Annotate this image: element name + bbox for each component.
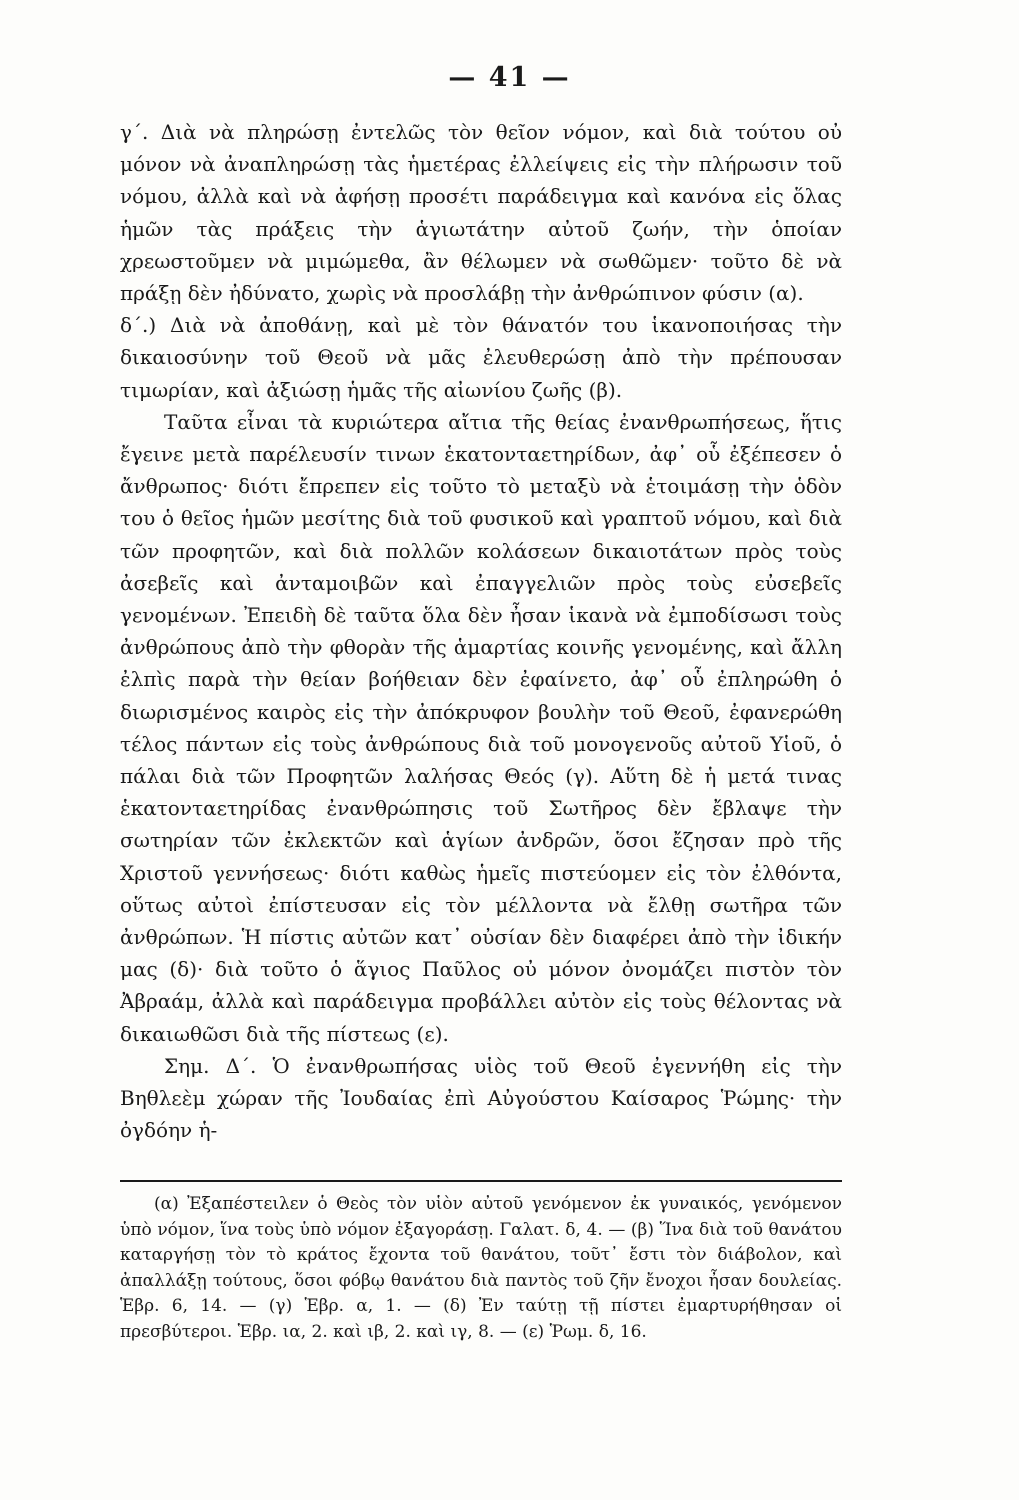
footnote-divider bbox=[120, 1180, 842, 1182]
paragraph-note-delta: Σημ. Δ΄. Ὁ ἐνανθρωπήσας υἱὸς τοῦ Θεοῦ ἐγεννήθη εἰς τὴν Βηθλεὲμ χώραν τῆς Ἰουδαίας ἐπὶ Αὐγούστου Καίσαρος Ῥώμης· τὴν ὀγδόην ἡ- bbox=[120, 1053, 842, 1143]
footnotes bbox=[120, 1192, 842, 1346]
page-number: — 41 — bbox=[448, 62, 571, 93]
footnote-text: (α) Ἐξαπέστειλεν ὁ Θεὸς τὸν υἱὸν αὐτοῦ γενόμενον ἐκ γυναικός, γενόμενον ὑπὸ νόμον, ἵνα τοὺς ὑπὸ νόμον ἐξαγοράσῃ. Γαλατ. δ, 4. — (β) Ἵνα διὰ τοῦ θανάτου καταργήσῃ τὸν τὸ κράτος ἔχοντα τοῦ θανάτου, τοῦτ᾽ ἔστι τὸν διάβολον, καὶ ἀπαλλάξῃ τούτους, ὅσοι φόβῳ θανάτου διὰ παντὸς τοῦ ζῆν ἔνοχοι ἦσαν δουλείας. Ἑβρ. 6, 14. — (γ) Ἑβρ. α, 1. — (δ) Ἐν ταύτῃ τῇ πίστει ἐμαρτυρήθησαν οἱ πρεσβύτεροι. Ἑβρ. ια, 2. καὶ ιβ, 2. καὶ ιγ, 8. — (ε) Ῥωμ. δ, 16. bbox=[120, 1194, 842, 1342]
paragraph-delta: δ΄.) Διὰ νὰ ἀποθάνῃ, καὶ μὲ τὸν θάνατόν του ἱκανοποιήσας τὴν δικαιοσύνην τοῦ Θεοῦ νὰ μᾶς ἐλευθερώσῃ ἀπὸ τὴν πρέπουσαν τιμωρίαν, καὶ ἀξιώσῃ ἡμᾶς τῆς αἰωνίου ζωῆς (β). bbox=[120, 313, 842, 402]
main-text bbox=[120, 116, 842, 1147]
paragraph-causes: Ταῦτα εἶναι τὰ κυριώτερα αἴτια τῆς θείας ἐνανθρωπήσεως, ἥτις ἔγεινε μετὰ παρέλευσίν τινων ἑκατονταετηρίδων, ἀφ᾽ οὗ ἐξέπεσεν ὁ ἄνθρωπος· διότι ἔπρεπεν εἰς τοῦτο τὸ μεταξὺ νὰ ἑτοιμάσῃ τὴν ὁδὸν του ὁ θεῖος ἡμῶν μεσίτης διὰ τοῦ φυσικοῦ καὶ γραπτοῦ νόμου, καὶ διὰ τῶν προφητῶν, καὶ διὰ πολλῶν κολάσεων δικαιοτάτων πρὸς τοὺς ἀσεβεῖς καὶ ἀνταμοιβῶν καὶ ἐπαγγελιῶν πρὸς τοὺς εὐσεβεῖς γενομένων. Ἐπειδὴ δὲ ταῦτα ὅλα δὲν ἦσαν ἱκανὰ νὰ ἐμποδίσωσι τοὺς ἀνθρώπους ἀπὸ τὴν φθορὰν τῆς ἁμαρτίας κοινῆς γενομένης, καὶ ἄλλη ἐλπὶς παρὰ τὴν θείαν βοήθειαν δὲν ἐφαίνετο, ἀφ᾽ οὗ ἐπληρώθη ὁ διωρισμένος καιρὸς εἰς τὴν ἀπόκρυφον βουλὴν τοῦ Θεοῦ, ἐφανερώθη τέλος πάντων εἰς τοὺς ἀνθρώπους διὰ τοῦ μονογενοῦς αὐτοῦ Υἱοῦ, ὁ πάλαι διὰ τῶν Προφητῶν λαλήσας Θεός (γ). Αὕτη δὲ ἡ μετά τινας ἑκατονταετηρίδας ἐνανθρώπησις τοῦ Σωτῆρος δὲν ἔβλαψε τὴν σωτηρίαν τῶν ἐκλεκτῶν καὶ ἁγίων ἀνδρῶν, ὅσοι ἔζησαν πρὸ τῆς Χριστοῦ γεννήσεως· διότι καθὼς ἡμεῖς πιστεύομεν εἰς τὸν ἐλθόντα, οὕτως αὐτοὶ ἐπίστευσαν εἰς τὸν μέλλοντα νὰ ἔλθῃ σωτῆρα τῶν ἀνθρώπων. Ἡ πίστις αὐτῶν κατ᾽ οὐσίαν δὲν διαφέρει ἀπὸ τὴν ἰδικήν μας (δ)· διὰ τοῦτο ὁ ἅγιος Παῦλος οὐ μόνον ὀνομάζει πιστὸν τὸν Ἀβραάμ, ἀλλὰ καὶ παράδειγμα προβάλλει αὐτὸν εἰς τοὺς θέλοντας νὰ δικαιωθῶσι διὰ τῆς πίστεως (ε). bbox=[120, 409, 842, 1046]
paragraph-gamma: γ΄. Διὰ νὰ πληρώσῃ ἐντελῶς τὸν θεῖον νόμον, καὶ διὰ τούτου οὐ μόνον νὰ ἀναπληρώσῃ τὰς ἡμετέρας ἐλλείψεις εἰς τὴν πλήρωσιν τοῦ νόμου, ἀλλὰ καὶ νὰ ἀφήσῃ προσέτι παράδειγμα καὶ κανόνα εἰς ὅλας ἡμῶν τὰς πράξεις τὴν ἁγιωτάτην αὐτοῦ ζωήν, τὴν ὁποίαν χρεωστοῦμεν νὰ μιμώμεθα, ἂν θέλωμεν νὰ σωθῶμεν· τοῦτο δὲ νὰ πράξῃ δὲν ἠδύνατο, χωρὶς νὰ προσλάβῃ τὴν ἀνθρώπινον φύσιν (α). bbox=[120, 120, 842, 306]
